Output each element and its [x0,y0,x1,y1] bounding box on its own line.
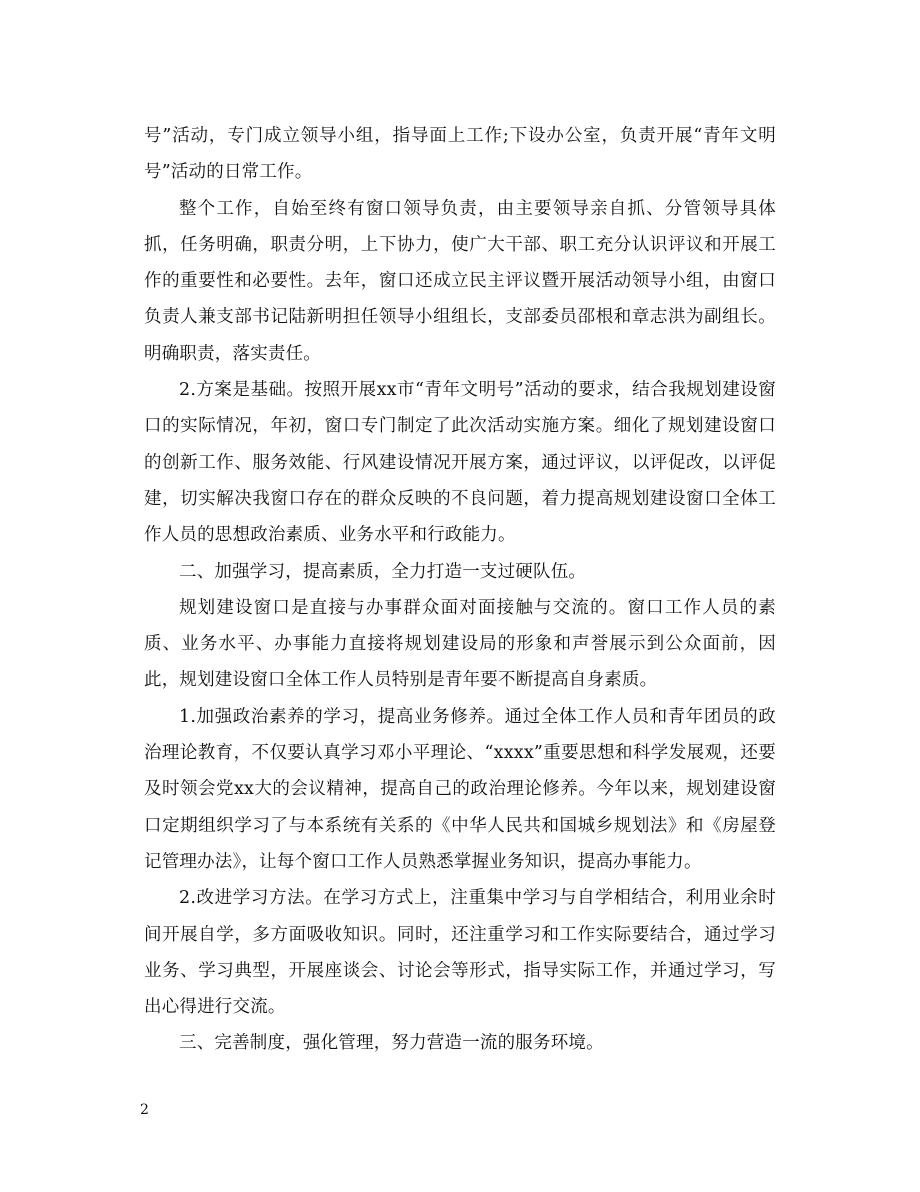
page-number: 2 [140,1102,149,1118]
document-body [144,118,776,1062]
paragraph-7: 2.改进学习方法。在学习方式上，注重集中学习与自学相结合，利用业余时间开展自学，多方面吸收知识。同时，还注重学习和工作实际要结合，通过学习业务、学习典型，开展座谈会、讨论会等形式，指导实际工作，并通过学习，写出心得进行交流。 [144,888,776,1018]
section-heading-3: 三、完善制度，强化管理，努力营造一流的服务环境。 [179,1033,604,1054]
paragraph-1: 号”活动，专门成立领导小组，指导面上工作;下设办公室，负责开展“青年文明号”活动的日常工作。 [144,126,776,183]
paragraph-3: 2.方案是基础。按照开展xx市“青年文明号”活动的要求，结合我规划建设窗口的实际情况，年初，窗口专门制定了此次活动实施方案。细化了规划建设窗口的创新工作、服务效能、行风建设情况开展方案，通过评议，以评促改，以评促建，切实解决我窗口存在的群众反映的不良问题，着力提高规划建设窗口全体工作人员的思想政治素质、业务水平和行政能力。 [144,380,776,546]
paragraph-2: 整个工作，自始至终有窗口领导负责，由主要领导亲自抓、分管领导具体抓，任务明确，职责分明，上下协力，使广大干部、职工充分认识评议和开展工作的重要性和必要性。去年，窗口还成立民主评议暨开展活动领导小组，由窗口负责人兼支部书记陆新明担任领导小组组长，支部委员邵根和章志洪为副组长。明确职责，落实责任。 [144,198,776,364]
paragraph-6: 1.加强政治素养的学习，提高业务修养。通过全体工作人员和青年团员的政治理论教育，不仅要认真学习邓小平理论、“xxxx”重要思想和科学发展观，还要及时领会党xx大的会议精神，提高自己的政治理论修养。今年以来，规划建设窗口定期组织学习了与本系统有关系的《中华人民共和国城乡规划法》和《房屋登记管理办法》，让每个窗口工作人员熟悉掌握业务知识，提高办事能力。 [144,706,776,872]
paragraph-5: 规划建设窗口是直接与办事群众面对面接触与交流的。窗口工作人员的素质、业务水平、办事能力直接将规划建设局的形象和声誉展示到公众面前，因此，规划建设窗口全体工作人员特别是青年要不断提高自身素质。 [144,597,776,691]
section-heading-2: 二、加强学习，提高素质，全力打造一支过硬队伍。 [179,561,587,582]
